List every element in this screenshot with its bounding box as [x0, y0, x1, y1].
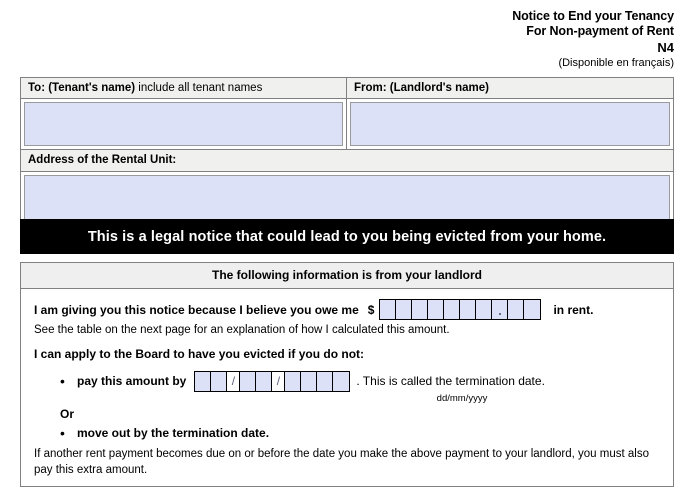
amount-cents-cell[interactable]: [508, 300, 524, 319]
amount-owed-row: [34, 299, 662, 320]
date-year-cell[interactable]: [333, 372, 349, 391]
info-section-header: The following information is from your landlord: [21, 263, 673, 289]
parties-row-address: [21, 149, 673, 226]
move-out-label: move out by the termination date.: [77, 426, 270, 441]
landlord-label-bold: From: (Landlord's name): [354, 82, 489, 94]
extra-payment-note: If another rent payment becomes due on or before the date you make the above payment to your landlord, you must also pay this extra amount.: [34, 448, 649, 476]
masthead-title-line1: Notice to End your Tenancy: [512, 9, 674, 23]
pay-by-bullet-row: [34, 371, 662, 392]
tenant-name-input[interactable]: [24, 102, 343, 146]
date-year-cell[interactable]: [317, 372, 333, 391]
landlord-information-section: [20, 262, 674, 487]
amount-digit-cell[interactable]: [396, 300, 412, 319]
info-section-body: [21, 289, 673, 486]
landlord-name-input[interactable]: [350, 102, 670, 146]
address-label: [21, 150, 673, 171]
date-month-cell[interactable]: [256, 372, 272, 391]
tenant-name-label: [21, 78, 346, 99]
legal-warning-banner: [20, 219, 674, 254]
address-input[interactable]: [24, 175, 670, 224]
legal-warning-text: This is a legal notice that could lead to you being evicted from your home.: [87, 228, 607, 245]
amount-digit-cell[interactable]: [412, 300, 428, 319]
amount-digit-cell[interactable]: [380, 300, 396, 319]
address-label-bold: Address of the Rental Unit:: [28, 154, 177, 167]
tenant-label-bold: To: (Tenant's name): [28, 82, 136, 94]
currency-symbol: $: [367, 302, 375, 317]
date-day-cell[interactable]: [195, 372, 211, 391]
amount-decimal-point-cell: [492, 300, 508, 319]
date-day-cell[interactable]: [211, 372, 227, 391]
board-application-warning: I can apply to the Board to have you evicted if you do not:: [34, 346, 365, 361]
amount-digit-cell[interactable]: [428, 300, 444, 319]
parties-table: [20, 77, 674, 228]
tenant-cell: [21, 78, 347, 149]
date-format-caption: dd/mm/yyyy: [436, 392, 488, 404]
in-rent-label: in rent.: [553, 302, 594, 317]
address-cell: [21, 149, 673, 226]
amount-digit-cell[interactable]: [476, 300, 492, 319]
date-separator-slash-icon: /: [272, 372, 285, 391]
date-year-cell[interactable]: [285, 372, 301, 391]
french-availability-note: (Disponible en français): [558, 56, 674, 69]
amount-owed-label: I am giving you this notice because I believe you owe me: [34, 302, 359, 317]
bullet-icon: •: [60, 373, 65, 390]
amount-digit-cell[interactable]: [460, 300, 476, 319]
termination-date-note: . This is called the termination date.: [356, 374, 545, 389]
or-separator-label: Or: [60, 407, 75, 422]
bullet-icon: •: [60, 425, 65, 442]
masthead-title-line2: For Non-payment of Rent: [526, 23, 674, 38]
amount-owed-input[interactable]: [379, 299, 541, 320]
date-year-cell[interactable]: [301, 372, 317, 391]
calculation-note: See the table on the next page for an explanation of how I calculated this amount.: [34, 324, 450, 336]
amount-cents-cell[interactable]: [524, 300, 540, 319]
form-code: N4: [657, 39, 674, 55]
masthead: [512, 9, 674, 70]
date-separator-slash-icon: /: [227, 372, 240, 391]
tenant-label-regular: include all tenant names: [135, 82, 263, 94]
landlord-cell: [347, 78, 673, 149]
amount-digit-cell[interactable]: [444, 300, 460, 319]
termination-date-input[interactable]: [194, 371, 350, 392]
landlord-name-label: [347, 78, 673, 99]
pay-by-label: pay this amount by: [77, 374, 187, 389]
move-out-bullet-row: [34, 426, 662, 440]
date-month-cell[interactable]: [240, 372, 256, 391]
parties-row-names: [21, 78, 673, 149]
